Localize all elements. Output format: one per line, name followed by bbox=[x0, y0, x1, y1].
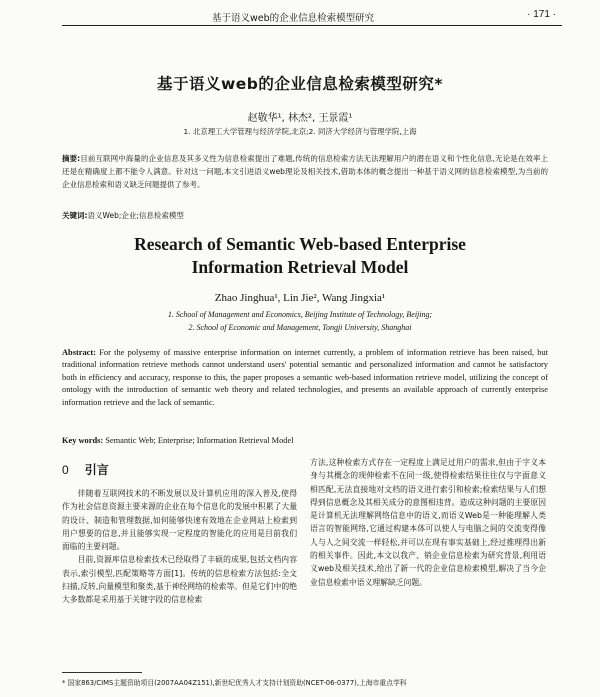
chinese-keywords-text: 语义Web;企业;信息检索模型 bbox=[87, 211, 184, 220]
body-left-column bbox=[62, 487, 297, 607]
body-paragraph-1: 伴随着互联网技术的不断发展以及计算机应用的深入普及,使得作为社会信息资源主要来源的企业在每个信息化的发展中积累了大量的设计、制造和管理数据,如何能够快速有效地在企业网站上检索到用户想要的信息,并且能够实现一定程度的智能化的应用是目前我们面临的主要问题。 bbox=[62, 489, 297, 552]
english-abstract-label: Abstract: bbox=[62, 348, 96, 357]
english-keywords-text: Semantic Web; Enterprise; Information Retrieval Model bbox=[105, 436, 294, 445]
body-paragraph-3: 方法,这种检索方式存在一定程度上满足过用户的需求,但由于字义本身与其概念的现伸检索不在同一级,使得检索结果往往仅与字面意义相匹配,无法直接地对文档的语义进行索引和检索;检索结果与人们想得到信息概念及其相关成分的意图相违背。造成这种问题的主要原因是计算机无法理解网络信息中的语义,而语义Web是一种能理解人类语言的智能网络,它通过构建本体可以使人与电脑之间的交流变得像人与人之间交流一样轻松,并可以在现有事实基础上,经过推理得出新的相关事件。因此,本文以我产、销企业信息检索为研究背景,利用语义web及相关技术,给出了新一代的企业信息检索模型,解决了当今企业信息检索中语义理解缺乏问题。 bbox=[310, 458, 546, 587]
english-abstract-text: For the polysemy of massive enterprise information on internet currently, a problem of information retrieve has been raised, but traditional information retrieve methods cannot understand users' potential semantic and personalized information and cannot be satisfactory both in efficiency and accuracy, response to this, the paper proposes a semantic web-based information retrieve model, utilizing the concept of ontology with the introduction of semantic web theory and related technologies, and presents an available approach of currently enterprise information retrieve and the lack of semantic. bbox=[62, 348, 548, 407]
english-authors: Zhao Jinghua¹, Lin Jie², Wang Jingxia¹ bbox=[214, 292, 386, 304]
chinese-keywords bbox=[62, 210, 548, 221]
footnote-rule bbox=[62, 672, 142, 673]
footnote: * 国家863/CIMS主题资助项目(2007AA04Z151),新世纪优秀人才支持计划资助(NCET-06-0377),上海市重点学科 bbox=[62, 679, 407, 687]
english-affiliation-2: 2. School of Economic and Management, Tongji University, Shanghai bbox=[188, 323, 412, 332]
body-right-column bbox=[310, 456, 546, 589]
section-title: 引言 bbox=[84, 463, 109, 477]
english-title-line2: Information Retrieval Model bbox=[191, 257, 409, 277]
chinese-keywords-label: 关键词: bbox=[62, 211, 88, 220]
chinese-title: 基于语义web的企业信息检索模型研究* bbox=[156, 75, 444, 93]
page-number: · 171 · bbox=[527, 9, 556, 20]
english-keywords bbox=[62, 436, 548, 445]
section-heading bbox=[62, 461, 109, 478]
chinese-affiliations: 1. 北京理工大学管理与经济学院,北京;2. 同济大学经济与管理学院,上海 bbox=[183, 127, 417, 136]
body-paragraph-2: 目前,资源库信息检索技术已经取得了丰硕的成果,包括文档内容表示,索引模型,匹配策略等方面[1]。传统的信息检索方法包括:全文扫描,反转,向量模型和聚类,基于神经网络的检索等。但是它们中的绝大多数都是采用基于关键字段的信息检索 bbox=[62, 555, 297, 605]
english-keywords-label: Key words: bbox=[62, 436, 104, 445]
running-title: 基于语义web的企业信息检索模型研究 bbox=[212, 13, 375, 24]
chinese-authors: 赵敬华¹, 林杰², 王景霞¹ bbox=[247, 113, 353, 124]
english-affiliation-1: 1. School of Management and Economics, Beijing Institute of Technology, Beijing; bbox=[167, 310, 433, 319]
english-title-line1: Research of Semantic Web-based Enterprise bbox=[134, 234, 466, 254]
running-header bbox=[62, 8, 562, 26]
chinese-abstract bbox=[62, 153, 548, 191]
english-affiliations bbox=[0, 308, 600, 334]
chinese-abstract-label: 摘要: bbox=[62, 154, 81, 163]
english-abstract bbox=[62, 347, 548, 409]
english-title bbox=[0, 233, 600, 279]
chinese-abstract-text: 目前互联网中海量的企业信息及其多义性为信息检索提出了难题,传统的信息检索方法无法理解用户的潜在语义和个性化信息,无论是在效率上还是在精确度上都不能令人满意。针对这一问题,本文引进语义web理论及相关技术,借助本体的概念提出一种基于语义网的信息检索模型,为当前的企业信息检索和语义缺乏问题提供了参考。 bbox=[62, 154, 549, 189]
section-number: 0 bbox=[62, 463, 69, 477]
